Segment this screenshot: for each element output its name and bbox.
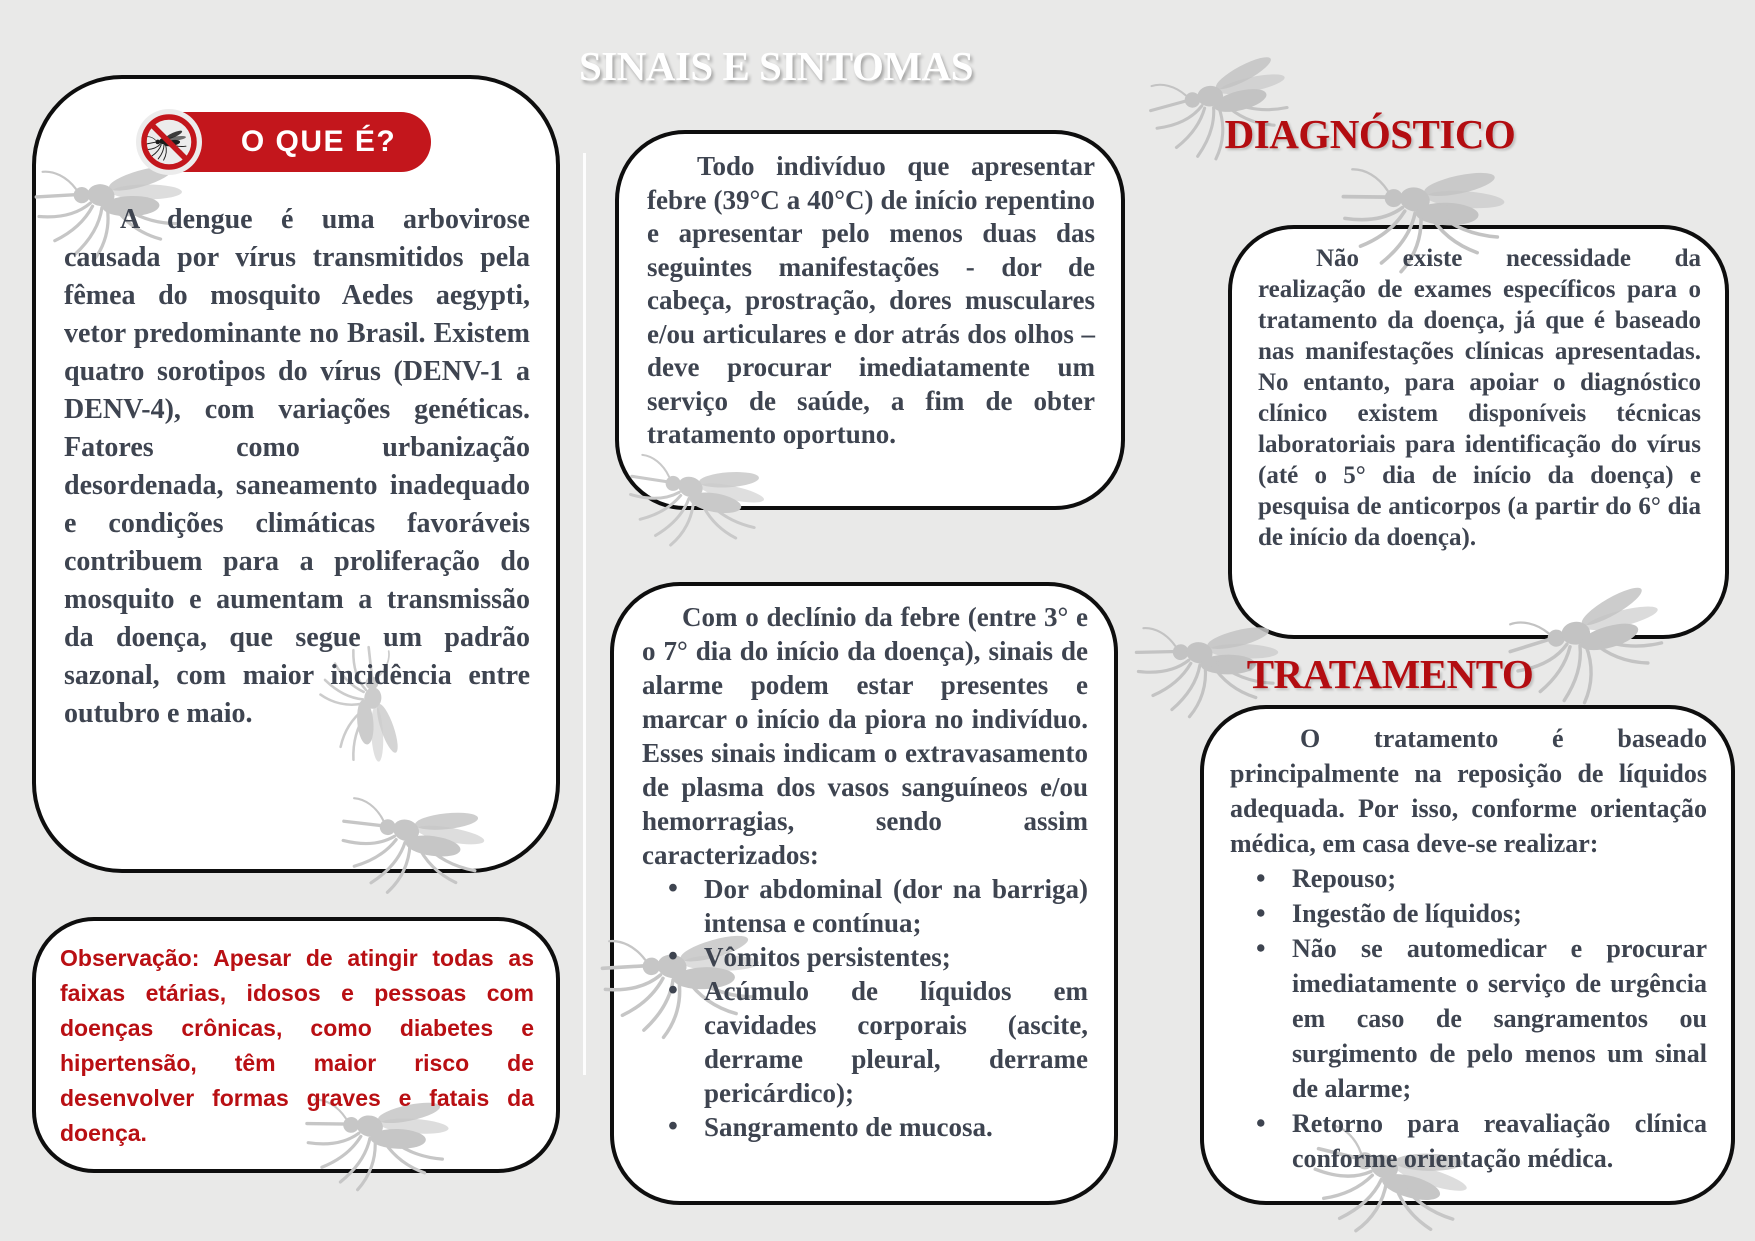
what-is-body-text: A dengue é uma arbovirose causada por vírus transmitidos pela fêmea do mosquito Aedes aegypti, vetor predominante no Brasil. Existem quatro sorotipos do vírus (DENV-1 a DENV-4), com variações genéticas. Fatores como urbanização desordenada, saneamento inadequado e condições climáticas favoráveis contribuem para a proliferação do mosquito e aumentam a transmissão da doença, que segue um padrão sazonal, com maior incidência entre outubro e maio. — [64, 204, 530, 729]
alarm-signs-list — [642, 872, 1088, 1144]
list-item: • Não se automedicar e procurar imediatamente o serviço de urgência em caso de sangramentos ou surgimento de pelo menos um sinal de alarme; — [1292, 931, 1707, 1106]
list-item: • Retorno para reavaliação clínica conforme orientação médica. — [1292, 1106, 1707, 1176]
fold-line — [583, 153, 586, 1075]
what-is-header-pill — [146, 112, 431, 172]
alarm-signs-card — [610, 582, 1118, 1205]
list-item: • Dor abdominal (dor na barriga) intensa e contínua; — [704, 872, 1088, 940]
symptoms-body-text: Todo indivíduo que apresentar febre (39°C a 40°C) de início repentino e apresentar pelo menos duas das seguintes manifestações - dor de cabeça, prostração, dores musculares e/ou articulares e dor atrás dos olhos – deve procurar imediatamente um serviço de saúde, a fim de obter tratamento oportuno. — [647, 151, 1095, 449]
treatment-title: TRATAMENTO — [1246, 651, 1534, 697]
list-item: • Ingestão de líquidos; — [1292, 896, 1707, 931]
diagnosis-body-text: Não existe necessidade da realização de exames específicos para o tratamento da doença, já que é baseado nas manifestações clínicas apresentadas. No entanto, para apoiar o diagnóstico clínico existem disponíveis técnicas laboratoriais para identificação do vírus (até o 5° dia de início da doença) e pesquisa de anticorpos (a partir do 6° dia de início da doença). — [1258, 245, 1701, 551]
list-item: • Sangramento de mucosa. — [704, 1110, 1088, 1144]
signs-symptoms-title: SINAIS E SINTOMAS — [578, 43, 974, 89]
diagnosis-title: DIAGNÓSTICO — [1224, 111, 1516, 157]
no-mosquito-icon — [134, 107, 204, 177]
treatment-intro: O tratamento é baseado principalmente na reposição de líquidos adequada. Por isso, conforme orientação médica, em casa deve-se realizar: — [1230, 724, 1707, 858]
observation-text: Observação: Apesar de atingir todas as faixas etárias, idosos e pessoas com doenças crônicas, como diabetes e hipertensão, têm maior risco de desenvolver formas graves e fatais da doença. — [60, 945, 534, 1146]
treatment-card — [1200, 705, 1735, 1205]
treatment-list — [1230, 861, 1707, 1176]
observation-card — [32, 917, 560, 1173]
alarm-signs-intro: Com o declínio da febre (entre 3° e o 7° dia do início da doença), sinais de alarme podem estar presentes e marcar o início da piora no indivíduo. Esses sinais indicam o extravasamento de plasma dos vasos sanguíneos e/ou hemorragias, sendo assim caracterizados: — [642, 602, 1088, 870]
what-is-header-label: O QUE É? — [240, 125, 397, 158]
treatment-body — [1230, 721, 1707, 1176]
alarm-signs-body — [642, 600, 1088, 1144]
list-item: • Vômitos persistentes; — [704, 940, 1088, 974]
list-item: • Acúmulo de líquidos em cavidades corporais (ascite, derrame pleural, derrame pericárdico); — [704, 974, 1088, 1110]
list-item: • Repouso; — [1292, 861, 1707, 896]
